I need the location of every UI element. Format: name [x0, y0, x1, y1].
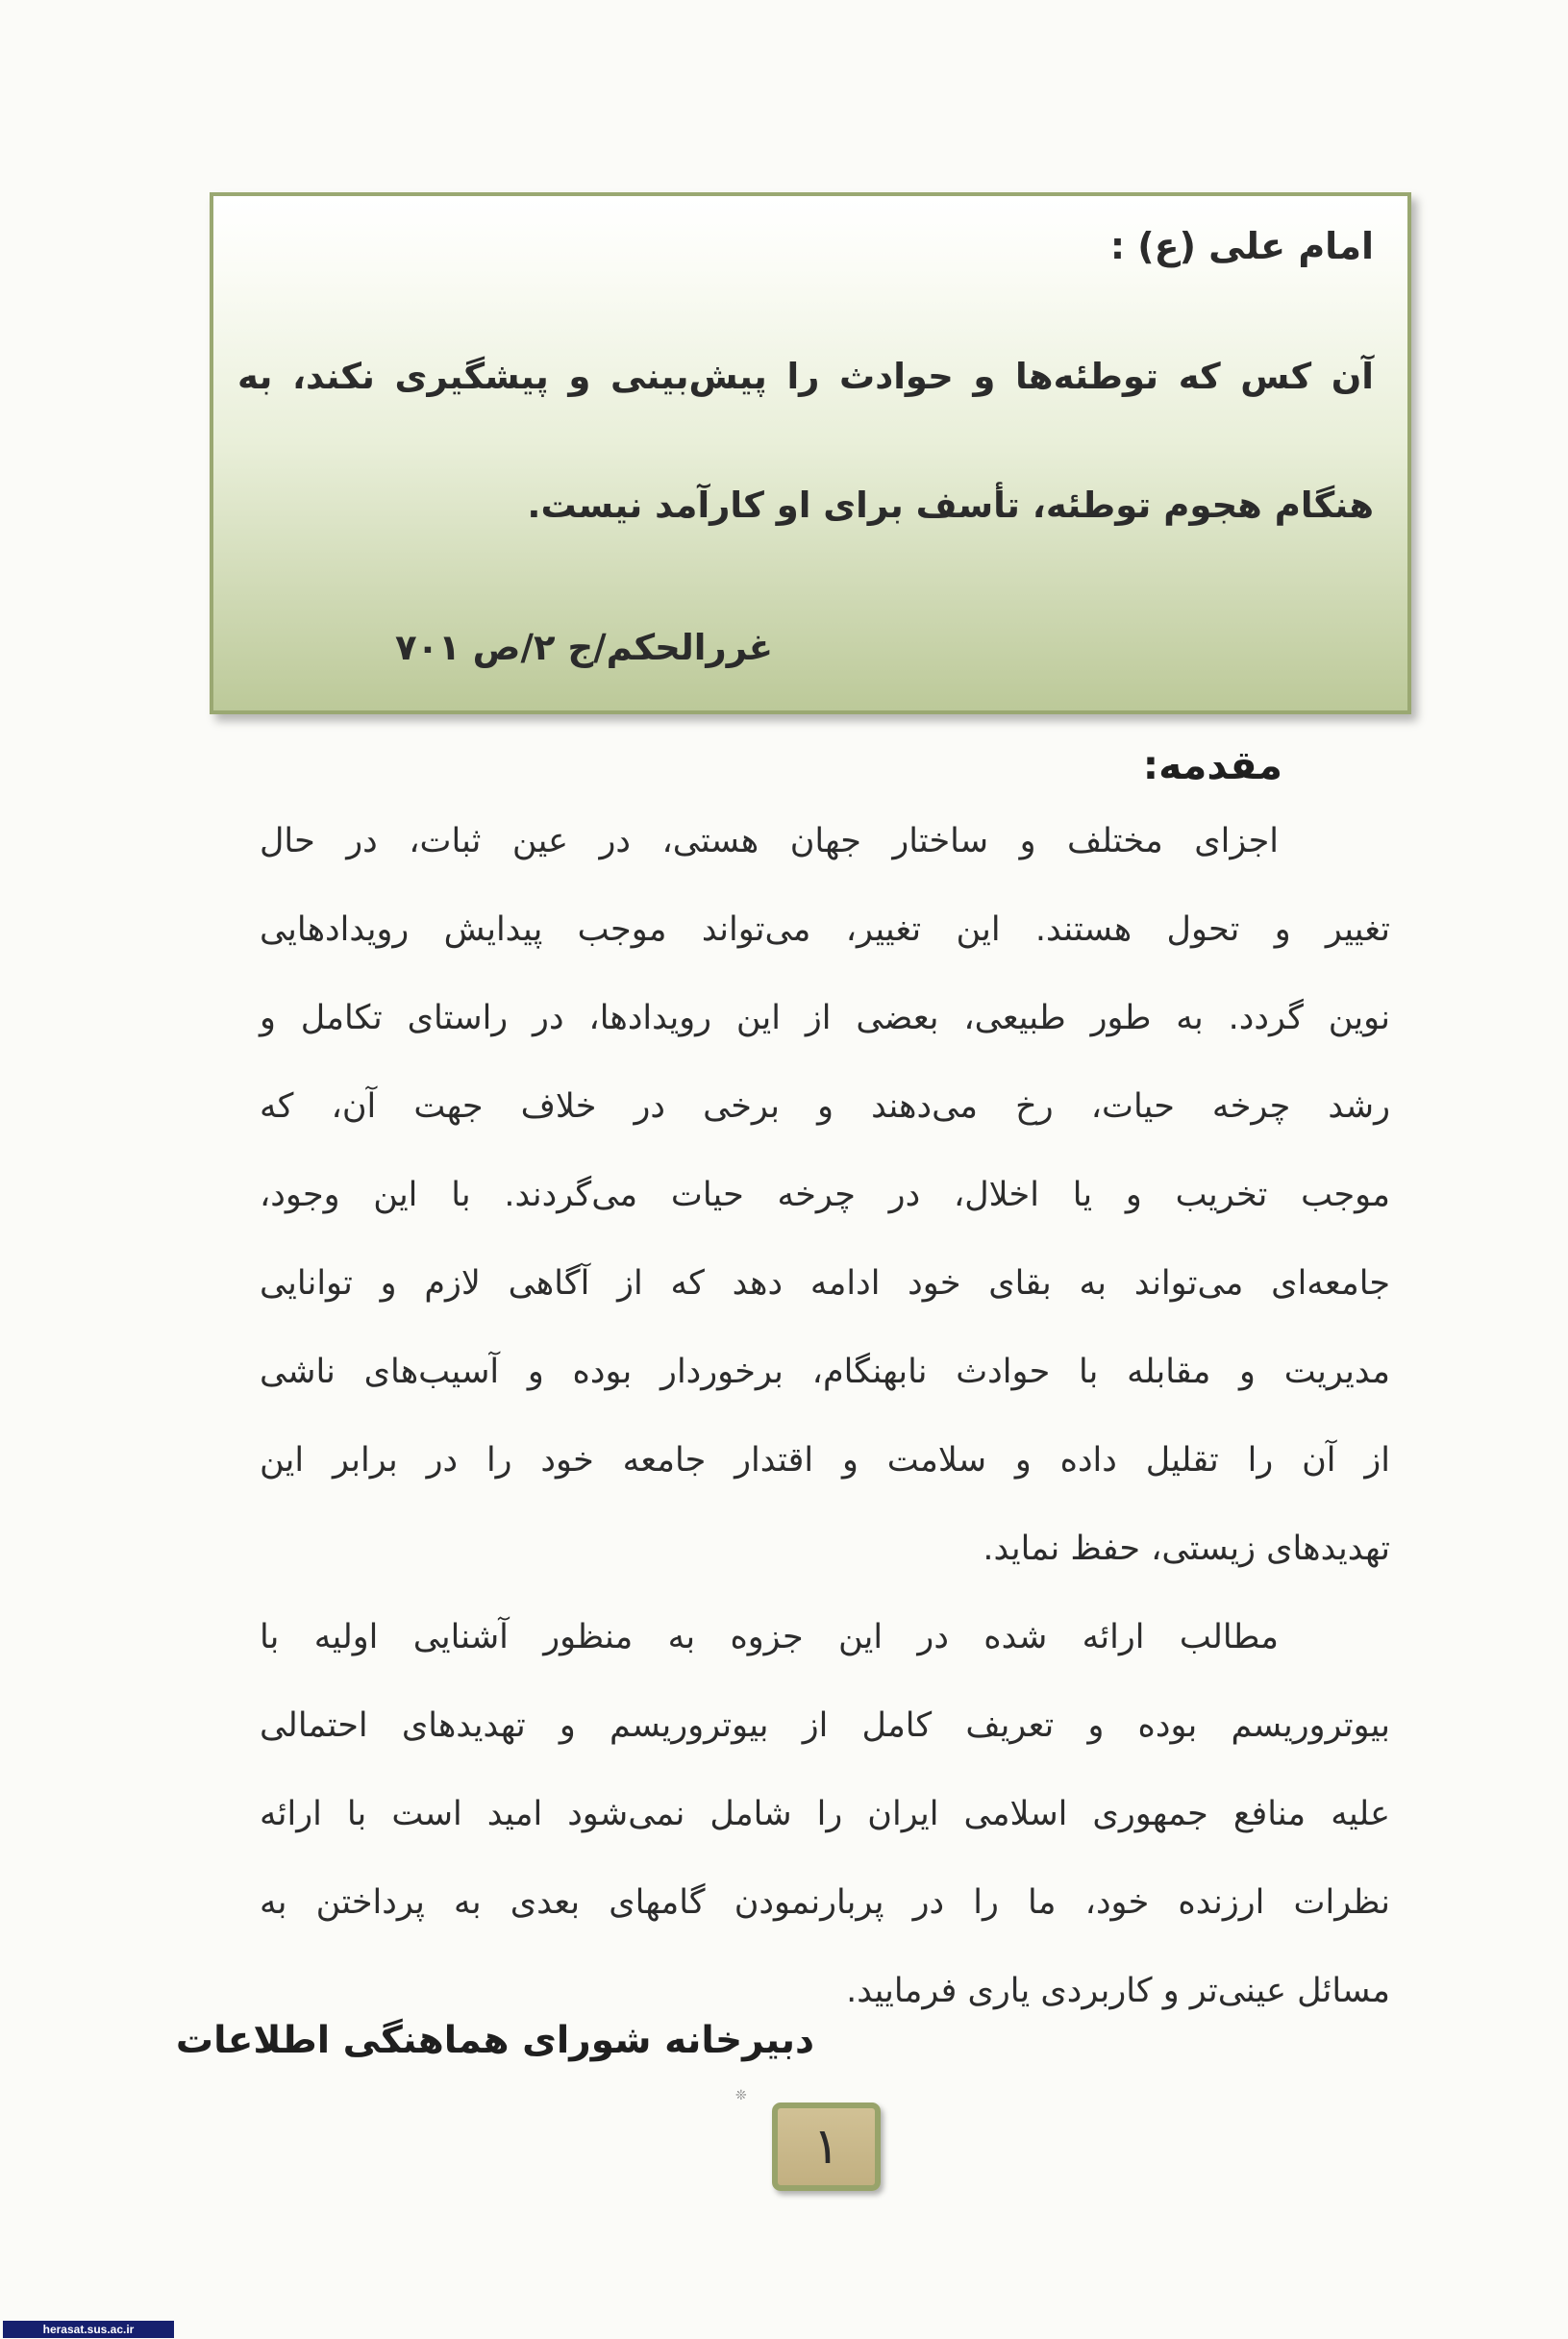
intro-title: مقدمه: [1142, 742, 1282, 788]
paragraph-line: رشد چرخه حیات، رخ می‌دهند و برخی در خلاف جهت آن، که [260, 1087, 1390, 1126]
paragraph-line: تهدیدهای زیستی، حفظ نماید. [983, 1530, 1390, 1568]
quote-box [210, 192, 1411, 714]
signature: دبیرخانه شورای هماهنگی اطلاعات [175, 2019, 814, 2062]
paragraph-line: مدیریت و مقابله با حوادث نابهنگام، برخوردار بوده و آسیب‌های ناشی [260, 1353, 1390, 1391]
paragraph-line: اجزای مختلف و ساختار جهان هستی، در عین ثبات، در حال [260, 822, 1279, 860]
quote-source: غررالحکم/ج ۲/ص ۷۰۱ [395, 627, 773, 668]
quote-line: آن کس که توطئه‌ها و حوادث را پیش‌بینی و پیشگیری نکند، به [237, 356, 1374, 397]
page-number-box [772, 2103, 881, 2191]
paragraph-line: تغییر و تحول هستند. این تغییر، می‌تواند موجب پیدایش رویدادهایی [260, 910, 1390, 949]
paragraph-line: مسائل عینی‌تر و کاربردی یاری فرمایید. [846, 1972, 1390, 2010]
paragraph-line: علیه منافع جمهوری اسلامی ایران را شامل نمی‌شود امید است با ارائه [260, 1795, 1390, 1833]
paragraph-line: از آن را تقلیل داده و سلامت و اقتدار جامعه خود را در برابر این [260, 1441, 1390, 1480]
paragraph-line: بیوتروریسم بوده و تعریف کامل از بیوتروریسم و تهدیدهای احتمالی [260, 1706, 1390, 1745]
quote-line: هنگام هجوم توطئه، تأسف برای او کارآمد نیست. [527, 485, 1374, 526]
small-mark: ❊ [735, 2088, 747, 2103]
paragraph-line: مطالب ارائه شده در این جزوه به منظور آشنایی اولیه با [260, 1618, 1279, 1656]
paragraph-line: نظرات ارزنده خود، ما را در پربارنمودن گامهای بعدی به پرداختن به [260, 1883, 1390, 1922]
paragraph-line: جامعه‌ای می‌تواند به بقای خود ادامه دهد که از آگاهی لازم و توانایی [260, 1264, 1390, 1303]
watermark: herasat.sus.ac.ir [3, 2321, 174, 2338]
page-number: ۱ [812, 2118, 840, 2176]
paragraph-line: موجب تخریب و یا اخلال، در چرخه حیات می‌گردند. با این وجود، [260, 1176, 1390, 1214]
quote-heading: امام علی (ع) : [1109, 225, 1374, 267]
paragraph-line: نوین گردد. به طور طبیعی، بعضی از این رویدادها، در راستای تکامل و [260, 999, 1390, 1037]
